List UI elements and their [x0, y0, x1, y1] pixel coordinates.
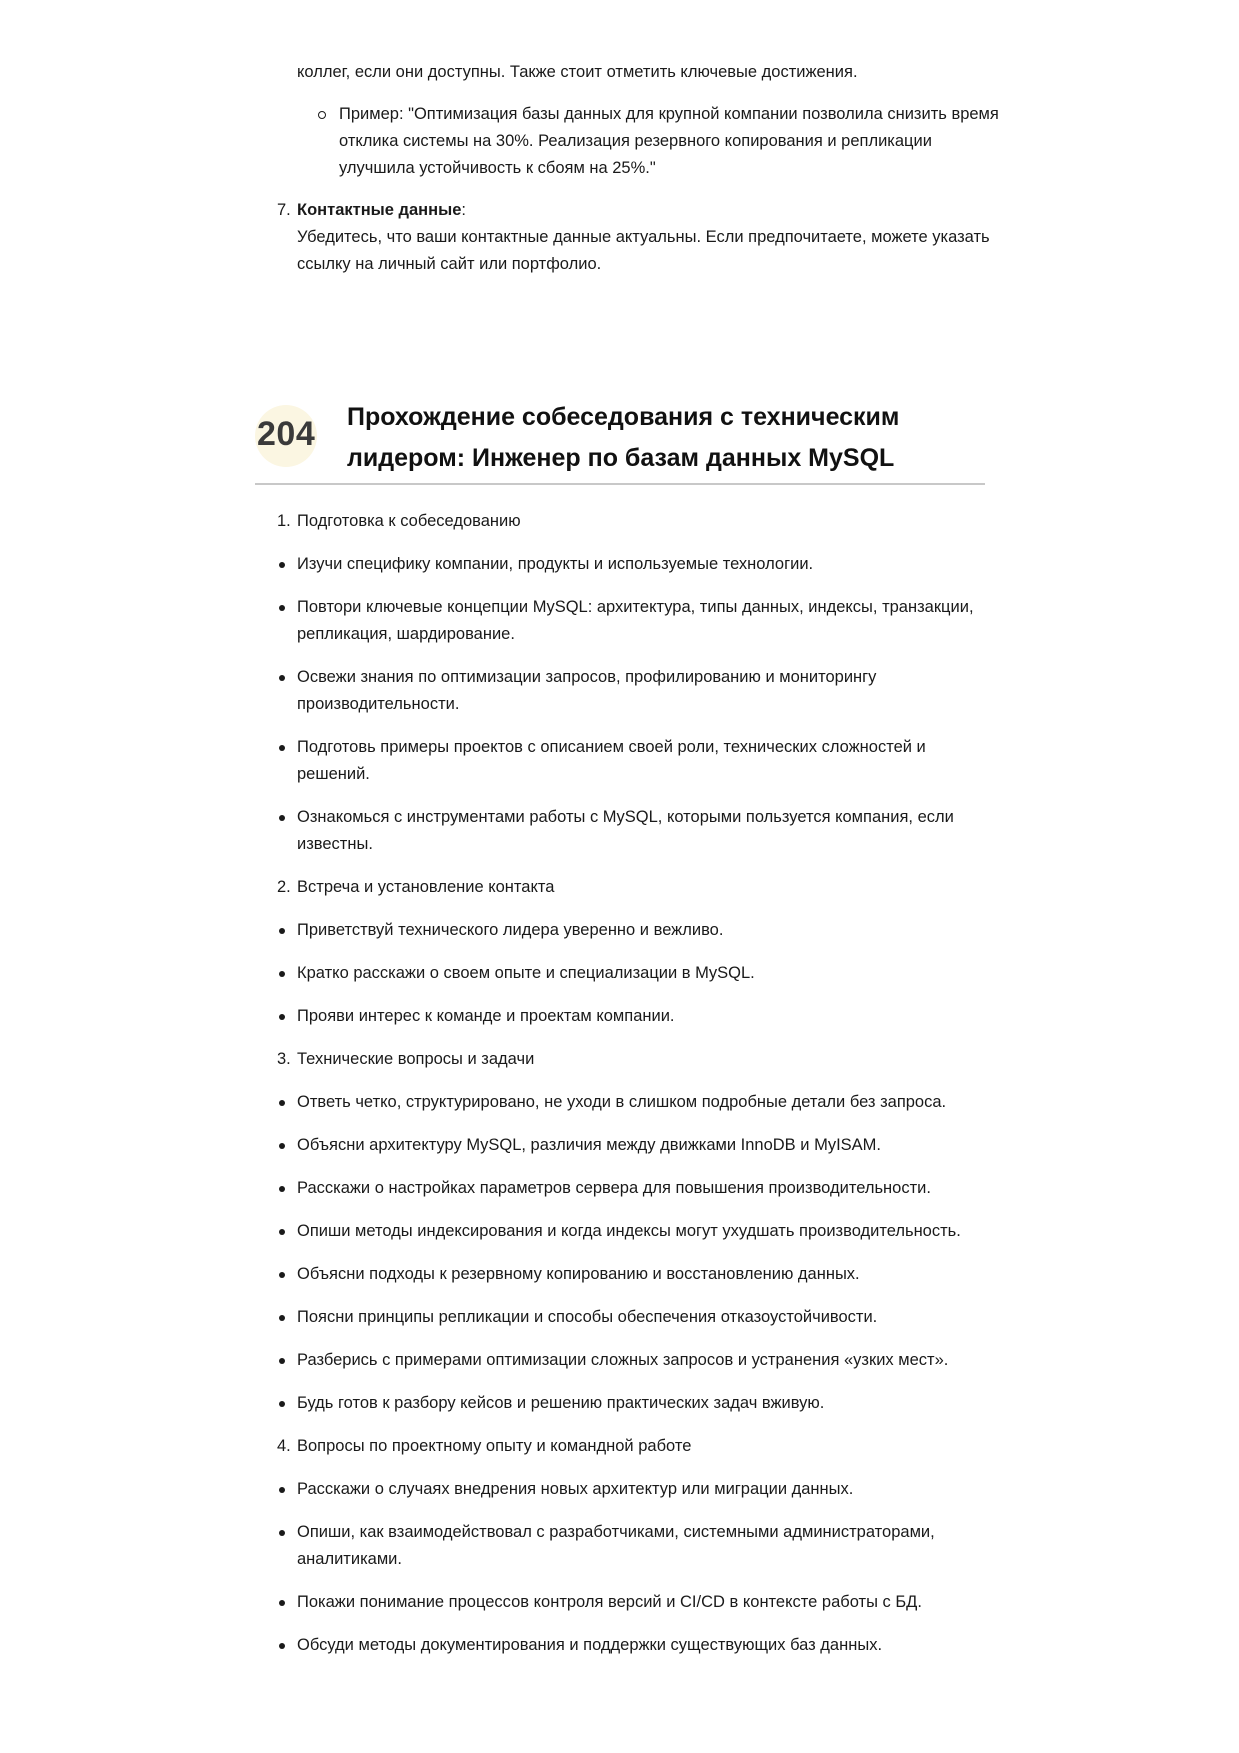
list-item-text: Прояви интерес к команде и проектам компании.	[297, 1007, 675, 1025]
contacts-item	[277, 197, 997, 278]
contacts-colon: :	[461, 201, 466, 219]
bullet-list-item	[297, 664, 997, 718]
bullet-list-item	[297, 1519, 997, 1573]
continuation-text: коллег, если они доступны. Также стоит отметить ключевые достижения.	[297, 63, 858, 81]
bullet-dot-icon	[279, 1229, 285, 1235]
bullet-list-item	[297, 1476, 997, 1503]
main-list	[277, 508, 997, 1675]
bullet-dot-icon	[279, 1272, 285, 1278]
bullet-dot-icon	[279, 562, 285, 568]
bullet-dot-icon	[279, 745, 285, 751]
bullet-dot-icon	[279, 1186, 285, 1192]
bullet-dot-icon	[279, 1401, 285, 1407]
list-item-text: Объясни архитектуру MySQL, различия между движками InnoDB и MyISAM.	[297, 1136, 881, 1154]
list-item-text: Разберись с примерами оптимизации сложных запросов и устранения «узких мест».	[297, 1351, 949, 1369]
bullet-list-item	[297, 1261, 997, 1288]
list-item-text: Кратко расскажи о своем опыте и специализации в MySQL.	[297, 964, 755, 982]
bullet-list-item	[297, 1632, 997, 1659]
list-item-text: Опиши, как взаимодействовал с разработчиками, системными администраторами, аналитиками.	[297, 1523, 935, 1568]
bullet-dot-icon	[279, 1487, 285, 1493]
bullet-list-item	[297, 917, 997, 944]
bullet-dot-icon	[279, 1530, 285, 1536]
list-number: 2.	[277, 878, 291, 896]
list-item-text: Освежи знания по оптимизации запросов, профилированию и мониторингу производительности.	[297, 668, 877, 713]
bullet-dot-icon	[279, 815, 285, 821]
list-item-text: Опиши методы индексирования и когда индексы могут ухудшать производительность.	[297, 1222, 961, 1240]
bullet-list-item	[297, 1390, 997, 1417]
bullet-dot-icon	[279, 605, 285, 611]
section-header	[255, 397, 985, 485]
contacts-text: Убедитесь, что ваши контактные данные актуальны. Если предпочитаете, можете указать ссылку на личный сайт или портфолио.	[297, 228, 990, 273]
list-item-text: Повтори ключевые концепции MySQL: архитектура, типы данных, индексы, транзакции, репликация, шардирование.	[297, 598, 974, 643]
bullet-list-item	[297, 1347, 997, 1374]
list-item-text: Ознакомься с инструментами работы с MySQL, которыми пользуется компания, если известны.	[297, 808, 954, 853]
list-item-text: Вопросы по проектному опыту и командной работе	[297, 1437, 692, 1455]
list-item-text: Подготовка к собеседованию	[297, 512, 521, 530]
list-item-text: Расскажи о случаях внедрения новых архитектур или миграции данных.	[297, 1480, 854, 1498]
example-sublist	[339, 101, 999, 182]
bullet-list-item	[297, 1218, 997, 1245]
list-item-text: Обсуди методы документирования и поддержки существующих баз данных.	[297, 1636, 883, 1654]
bullet-list-item	[297, 734, 997, 788]
bullet-dot-icon	[279, 1143, 285, 1149]
list-item-text: Покажи понимание процессов контроля версий и CI/CD в контексте работы с БД.	[297, 1593, 922, 1611]
section-number: 204	[257, 415, 316, 453]
bullet-dot-icon	[279, 1315, 285, 1321]
contacts-title: Контактные данные	[297, 201, 462, 219]
bullet-dot-icon	[279, 928, 285, 934]
example-text: Пример: "Оптимизация базы данных для крупной компании позволила снизить время отклика системы на 30%. Реализация резервного копирования и репликации улучшила устойчивость к сбоям на 25%."	[339, 105, 999, 177]
list-number: 4.	[277, 1437, 291, 1455]
section-title: Прохождение собеседования с техническим лидером: Инженер по базам данных MySQL	[347, 403, 900, 472]
bullet-list-item	[297, 1132, 997, 1159]
list-item-text: Изучи специфику компании, продукты и используемые технологии.	[297, 555, 814, 573]
list-number: 1.	[277, 512, 291, 530]
bullet-list-item	[297, 1589, 997, 1616]
bullet-list-item	[297, 960, 997, 987]
bullet-dot-icon	[279, 1643, 285, 1649]
list-item-text: Ответь четко, структурировано, не уходи в слишком подробные детали без запроса.	[297, 1093, 947, 1111]
bullet-dot-icon	[279, 1600, 285, 1606]
bullet-dot-icon	[279, 1358, 285, 1364]
circle-bullet-icon	[318, 111, 326, 119]
bullet-dot-icon	[279, 1014, 285, 1020]
list-item-text: Приветствуй технического лидера уверенно и вежливо.	[297, 921, 724, 939]
contacts-number: 7.	[277, 201, 291, 219]
bullet-list-item	[297, 1304, 997, 1331]
bullet-dot-icon	[279, 1100, 285, 1106]
bullet-list-item	[297, 804, 997, 858]
list-item-text: Объясни подходы к резервному копированию и восстановлению данных.	[297, 1265, 860, 1283]
bullet-dot-icon	[279, 675, 285, 681]
bullet-dot-icon	[279, 971, 285, 977]
list-item-text: Расскажи о настройках параметров сервера для повышения производительности.	[297, 1179, 931, 1197]
list-item-text: Подготовь примеры проектов с описанием своей роли, технических сложностей и решений.	[297, 738, 926, 783]
bullet-list-item	[297, 1089, 997, 1116]
list-number: 3.	[277, 1050, 291, 1068]
bullet-list-item	[297, 1003, 997, 1030]
numbered-list-item	[277, 508, 997, 535]
list-item-text: Технические вопросы и задачи	[297, 1050, 535, 1068]
example-item	[339, 101, 999, 182]
list-item-text: Поясни принципы репликации и способы обеспечения отказоустойчивости.	[297, 1308, 878, 1326]
bullet-list-item	[297, 594, 997, 648]
numbered-list-item	[277, 1433, 997, 1460]
list-item-text: Будь готов к разбору кейсов и решению практических задач вживую.	[297, 1394, 825, 1412]
list-item-text: Встреча и установление контакта	[297, 878, 555, 896]
bullet-list-item	[297, 1175, 997, 1202]
numbered-list-item	[277, 874, 997, 901]
numbered-list-item	[277, 1046, 997, 1073]
bullet-list-item	[297, 551, 997, 578]
